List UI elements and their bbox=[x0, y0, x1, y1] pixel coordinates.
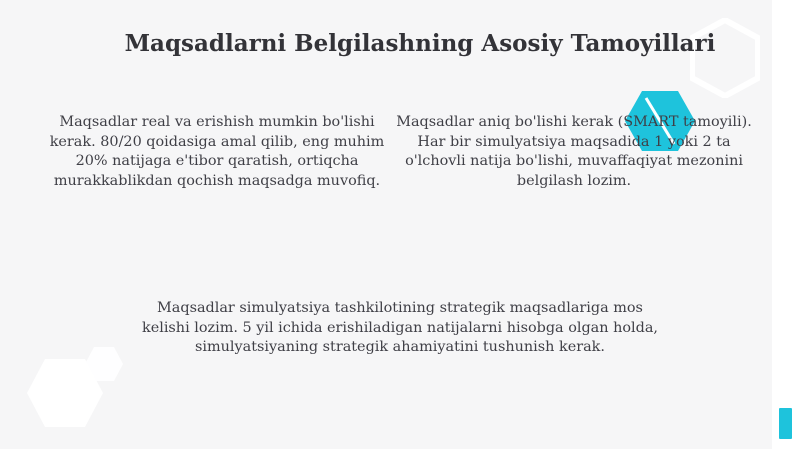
text-block-strategic: Maqsadlar simulyatsiya tashkilotining strategik maqsadlariga mos kelishi lozim. 5 yil ichida erishiladigan natijalarni hisobga olgan holda, simulyatsiyaning strategik ahamiyatini tushunish kerak. bbox=[141, 300, 659, 355]
slide-title: Maqsadlarni Belgilashning Asosiy Tamoyillari bbox=[124, 30, 716, 57]
hexagon-white-decoration bbox=[26, 358, 104, 428]
right-edge-strip bbox=[772, 0, 800, 449]
text-block-realistic: Maqsadlar real va erishish mumkin bo'lishi kerak. 80/20 qoidasiga amal qilib, eng muhim 20% natijaga e'tibor qaratish, ortiqcha murakkablikdan qochish maqsadga muvofiq. bbox=[49, 114, 385, 189]
accent-bar bbox=[779, 408, 792, 439]
text-block-smart: Maqsadlar aniq bo'lishi kerak (SMART tamoyili). Har bir simulyatsiya maqsadida 1 yoki 2 ta o'lchovli natija bo'lishi, muvaffaqiyat mezonini belgilash lozim. bbox=[396, 114, 752, 189]
